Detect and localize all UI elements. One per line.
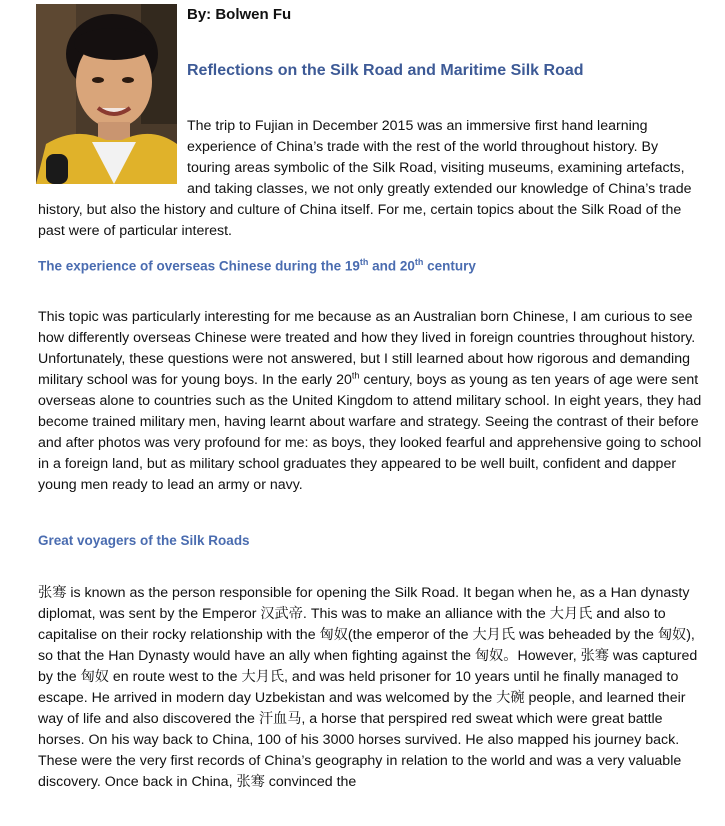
heading-part: The experience of overseas Chinese during the 19 bbox=[38, 258, 360, 274]
article-title: Reflections on the Silk Road and Maritime Silk Road bbox=[187, 62, 584, 79]
body-text: century, boys as young as ten years of age were sent overseas alone to countries such as the United Kingdom to attend military school. In eight years, they had become trained military men, having learnt about warfare and strategy. Seeing the contrast of their before and after photos was very profound for me: as boys, they looked fearful and apprehensive going to school in a foreign land, but as military school graduates they appeared to be well built, confident and dapper young men ready to lead an army or navy. bbox=[38, 372, 702, 493]
photo-wrap-spacer bbox=[38, 116, 187, 200]
heading-part: century bbox=[423, 258, 476, 274]
section-heading-overseas-chinese bbox=[38, 257, 476, 274]
body-text: This topic was particularly interesting for me because as an Australian born Chinese, I am curious to see how differently overseas Chinese were treated and how they lived in foreign countries throughout history. Unfortunately, these questions were not answered, but I still learned about how rigorous and demanding military school was for young boys. In the early 20 bbox=[38, 309, 696, 388]
body-superscript: th bbox=[351, 370, 360, 381]
heading-superscript: th bbox=[414, 257, 424, 267]
section-heading-great-voyagers: Great voyagers of the Silk Roads bbox=[38, 533, 250, 548]
section1-body bbox=[38, 307, 702, 496]
heading-superscript: th bbox=[359, 257, 369, 267]
intro-paragraph bbox=[38, 116, 700, 242]
author-byline: By: Bolwen Fu bbox=[187, 6, 292, 23]
intro-text: The trip to Fujian in December 2015 was an immersive first hand learning experience of China’s trade with the rest of the world throughout history. By touring areas symbolic of the Silk Road, visiting museums, examining artefacts, and taking classes, we not only greatly extended our knowledge of China’s trade history, but also the history and culture of China itself. For me, certain topics about the Silk Road of the past were of particular interest. bbox=[38, 118, 692, 239]
heading-part: and 20 bbox=[368, 258, 415, 274]
section2-body: 张骞 is known as the person responsible for opening the Silk Road. It began when he, as a Han dynasty diplomat, was sent by the Emperor 汉武帝. This was to make an alliance with the 大月氏 and also to capitalise on their rocky relationship with the 匈奴(the emperor of the 大月氏 was beheaded by the 匈奴), so that the Han Dynasty would have an ally when fighting against the 匈奴。However, 张骞 was captured by the 匈奴 en route west to the 大月氏, and was held prisoner for 10 years until he finally managed to escape. He arrived in modern day Uzbekistan and was welcomed by the 大碗 people, and learned their way of life and also discovered the 汗血马, a horse that perspired red sweat which were great battle horses. On his way back to China, 100 of his 3000 horses survived. He also mapped his journey back. These were the very first records of China’s geography in relation to the world and was a very valuable discovery. Once back in China, 张骞 convinced the bbox=[38, 585, 698, 790]
